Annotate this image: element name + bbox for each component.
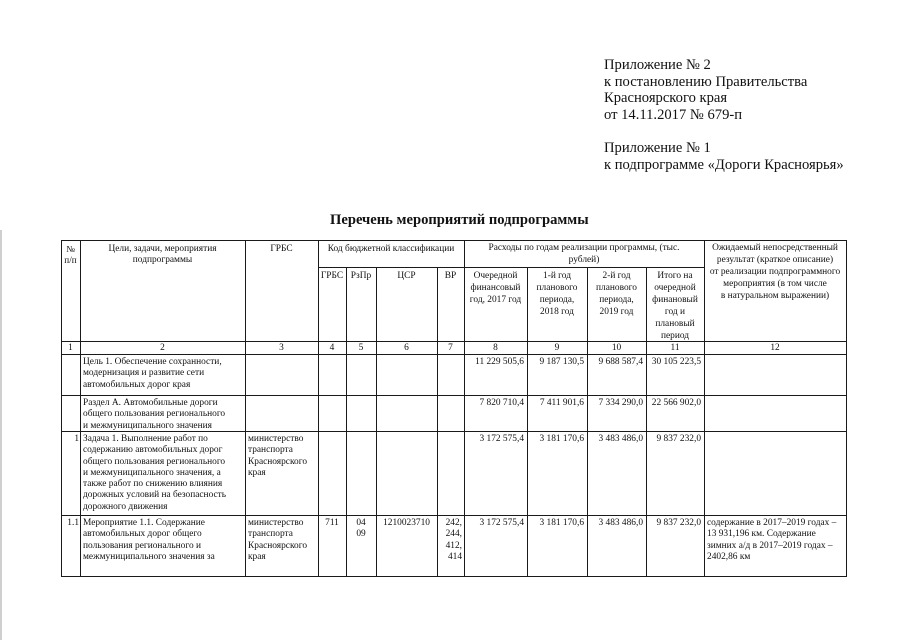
row-number-line: 1.1 [67, 518, 79, 528]
column-numbers-top [61, 341, 847, 342]
column-number-10-line: 10 [611, 343, 622, 353]
row-expense-total-line: 9 837 232,0 [656, 518, 701, 528]
row-vr-line: 412, [445, 540, 462, 551]
row-goal-line: Задача 1. Выполнение работ по [83, 434, 208, 444]
subheader-csr-line: ЦСР [397, 271, 416, 281]
row-goal [83, 357, 242, 391]
row-goal-line: автомобильных дорог общего [83, 529, 202, 540]
subheader-year-2019-line: 2-й год [602, 271, 631, 281]
column-number-3 [245, 343, 318, 354]
row-expense-2018-line: 9 187 130,5 [539, 357, 584, 367]
appendix-1-line: Приложение № 1 [604, 140, 711, 157]
subheader-year-2017 [464, 270, 527, 306]
subheader-total-line: год и [664, 307, 686, 317]
subheader-year-2017-line: год, 2017 год [469, 295, 522, 305]
row-goal-line: и межмуниципального значения [83, 420, 212, 431]
column-number-2-line: 2 [160, 343, 165, 353]
row-grbs-line: Красноярского [248, 540, 308, 551]
row-csr [376, 518, 437, 529]
row-expense-2019 [587, 398, 643, 409]
row-grbs-line: министерство [248, 434, 304, 444]
header-expenses-line: Расходы по годам реализации программы, (тыс. [488, 243, 680, 253]
row-goal-line: дорожных условий на безопасность [83, 490, 227, 501]
subheader-year-2018 [527, 270, 587, 318]
row-grbs [248, 518, 317, 563]
subheader-grbs [318, 271, 346, 282]
row-goal-line: автомобильных дорог края [83, 379, 191, 390]
row-expense-total [646, 398, 701, 409]
row-grbs [248, 434, 317, 479]
column-border-1 [80, 240, 81, 576]
row-vr-line: 244, [445, 529, 462, 540]
subheader-csr [376, 271, 437, 282]
row-expense-2018-line: 3 181 170,6 [539, 434, 584, 444]
row-number [62, 434, 79, 445]
row-goal-line: дорожного движения [83, 501, 168, 512]
row-expense-2018-line: 3 181 170,6 [539, 518, 584, 528]
row-expense-total [646, 357, 701, 368]
row-separator-4 [61, 576, 847, 577]
header-goals [82, 244, 243, 267]
column-border-12 [846, 240, 847, 576]
header-expected-result-line: от реализации подпрограммного [709, 267, 841, 277]
row-vr-line: 242, [445, 518, 462, 528]
column-number-9 [527, 343, 587, 354]
row-expense-2017-line: 7 820 710,4 [479, 398, 524, 408]
subheader-total-line: Итого на [657, 271, 693, 281]
row-expense-2018-line: 7 411 901,6 [539, 398, 584, 408]
column-number-4-line: 4 [329, 343, 335, 353]
row-expense-total [646, 518, 701, 529]
column-number-7 [437, 343, 464, 354]
column-number-8-line: 8 [493, 343, 498, 353]
header-goals-line: подпрограммы [132, 255, 193, 266]
row-expense-2018 [527, 518, 584, 529]
column-number-2 [80, 343, 245, 354]
subheader-year-2019 [587, 270, 646, 318]
row-expense-2017-line: 3 172 575,4 [479, 518, 524, 528]
header-number-line: п/п [64, 254, 77, 265]
header-expected-result-line: результат (краткое описание) [716, 255, 834, 265]
row-number [62, 518, 79, 529]
row-goal-line: также работ по снижению влияния [83, 479, 223, 490]
row-goal-line: Мероприятие 1.1. Содержание [83, 518, 205, 528]
row-result-line: зимних а/д в 2017–2019 годах – [707, 540, 833, 551]
row-goal-line: общего пользования регионального [83, 456, 226, 467]
subheader-rzpr-line: РзПр [350, 271, 372, 281]
row-result [707, 518, 844, 563]
row-grbs-line: края [248, 551, 266, 562]
row-expense-2019-line: 7 334 290,0 [598, 398, 643, 408]
row-separator-3 [61, 515, 847, 516]
row-expense-2017 [464, 398, 524, 409]
row-goal-line: Цель 1. Обеспечение сохранности, [83, 357, 222, 367]
header-expected-result-line: в натуральном выражении) [720, 291, 830, 301]
row-expense-2019-line: 3 483 486,0 [598, 518, 643, 528]
row-goal-line: Раздел А. Автомобильные дороги [83, 398, 218, 408]
subheader-year-2017-line: финансовый [470, 283, 521, 293]
subheader-year-2019-line: периода, [599, 295, 634, 305]
column-number-10 [587, 343, 646, 354]
expenses-divider [464, 267, 704, 268]
header-goals-line: Цели, задачи, мероприятия [108, 244, 217, 254]
subheader-year-2017-line: Очередной [473, 271, 518, 281]
table-border-top [61, 240, 847, 241]
subheader-year-2018-line: периода, [539, 295, 575, 305]
row-grbs-line: транспорта [248, 445, 293, 456]
row-expense-2018 [527, 357, 584, 368]
column-number-1 [61, 343, 80, 354]
row-expense-total-line: 30 105 223,5 [651, 357, 701, 367]
subheader-year-2019-line: 2019 год [599, 307, 634, 317]
row-goal-line: межмуниципального значения за [83, 551, 215, 562]
column-number-6 [376, 343, 437, 354]
row-expense-2019-line: 9 688 587,4 [598, 357, 643, 367]
header-budget-code-line: Код бюджетной классификации [327, 244, 455, 254]
row-vr [437, 518, 462, 563]
appendix-2-to-line: к постановлению Правительства [604, 73, 808, 90]
subheader-total-line: финановый [652, 295, 698, 305]
header-grbs [245, 244, 318, 255]
row-expense-2017-line: 11 229 505,6 [475, 357, 524, 367]
header-expected-result-line: Ожидаемый непосредственный [712, 243, 838, 253]
row-rzpr-line: 09 [356, 529, 366, 540]
row-separator-1 [61, 395, 847, 396]
column-number-11-line: 11 [670, 343, 680, 353]
row-goal [83, 398, 242, 432]
row-expense-2019 [587, 518, 643, 529]
appendix-2-date-line: от 14.11.2017 № 679-п [604, 106, 743, 123]
row-grbs-line: края [248, 467, 266, 478]
row-code-grbs [318, 518, 346, 529]
row-grbs-line: транспорта [248, 529, 293, 540]
header-number [61, 244, 80, 265]
column-number-12-line: 12 [770, 343, 780, 353]
row-csr-line: 1210023710 [383, 518, 430, 528]
appendix-2-region-line: Красноярского края [604, 90, 728, 107]
row-expense-2019-line: 3 483 486,0 [598, 434, 643, 444]
row-expense-2017 [464, 518, 524, 529]
subheader-year-2018-line: 2018 год [540, 307, 574, 317]
subheader-year-2018-line: планового [536, 283, 578, 293]
row-result-line: содержание в 2017–2019 годах – [707, 518, 837, 528]
header-expenses [464, 242, 704, 266]
header-grbs-line: ГРБС [270, 244, 293, 254]
row-rzpr [346, 518, 376, 541]
header-expected-result [704, 242, 846, 302]
column-number-5 [346, 343, 376, 354]
row-goal-line: общего пользования регионального [83, 409, 226, 420]
subheader-total-line: плановый [655, 319, 695, 329]
column-number-7-line: 7 [448, 343, 453, 353]
row-grbs-line: министерство [248, 518, 304, 528]
row-expense-total [646, 434, 701, 445]
row-expense-total-line: 9 837 232,0 [656, 434, 701, 444]
column-number-11 [646, 343, 704, 354]
row-goal-line: пользования регионального и [83, 540, 202, 551]
subheader-total-line: период [660, 331, 690, 341]
row-expense-total-line: 22 566 902,0 [651, 398, 701, 408]
row-result-line: 2402,86 км [707, 551, 751, 562]
header-expected-result-line: мероприятия (в том числе [723, 279, 827, 289]
header-budget-code [318, 244, 464, 255]
row-goal [83, 434, 242, 513]
budget-code-divider [318, 267, 464, 268]
subheader-vr [437, 271, 464, 282]
appendix-2-line: Приложение № 2 [604, 57, 711, 73]
header-expenses-line: рублей) [568, 255, 600, 265]
column-number-4 [318, 343, 346, 354]
column-number-12 [704, 343, 846, 354]
subheader-grbs-line: ГРБС [320, 271, 344, 281]
subheader-total [646, 270, 704, 342]
row-expense-2019 [587, 434, 643, 445]
subheader-year-2019-line: планового [596, 283, 637, 293]
row-grbs-line: Красноярского [248, 456, 308, 467]
row-expense-2019 [587, 357, 643, 368]
appendix-1-to-line: к подпрограмме «Дороги Красноярья» [604, 156, 844, 173]
row-number-line: 1 [74, 434, 79, 444]
subheader-vr-line: ВР [444, 271, 457, 281]
column-number-6-line: 6 [404, 343, 409, 353]
subheader-total-line: очередной [654, 283, 696, 293]
row-code-grbs-line: 711 [325, 518, 339, 528]
column-border-2 [245, 240, 246, 576]
row-expense-2018 [527, 398, 584, 409]
subheader-year-2018-line: 1-й год [543, 271, 571, 281]
row-expense-2017 [464, 434, 524, 445]
column-border-5 [376, 267, 377, 576]
column-number-5-line: 5 [358, 343, 364, 353]
row-goal-line: и межмуниципального значения, а [83, 467, 221, 478]
row-goal-line: содержанию автомобильных дорог [83, 445, 223, 456]
row-result-line: 13 931,196 км. Содержание [707, 529, 816, 540]
subheader-rzpr [346, 271, 376, 282]
row-rzpr-line: 04 [356, 518, 366, 528]
row-expense-2017 [464, 357, 524, 368]
row-goal [83, 518, 242, 563]
column-number-9-line: 9 [554, 343, 560, 353]
column-number-8 [464, 343, 527, 354]
document-title: Перечень мероприятий подпрограммы [330, 212, 589, 228]
row-expense-2018 [527, 434, 584, 445]
header-number-line: № [66, 244, 75, 254]
row-expense-2017-line: 3 172 575,4 [479, 434, 524, 444]
column-number-1-line: 1 [68, 343, 73, 353]
row-goal-line: модернизация и развитие сети [83, 368, 205, 379]
column-number-3-line: 3 [279, 343, 284, 353]
row-vr-line: 414 [447, 551, 462, 562]
